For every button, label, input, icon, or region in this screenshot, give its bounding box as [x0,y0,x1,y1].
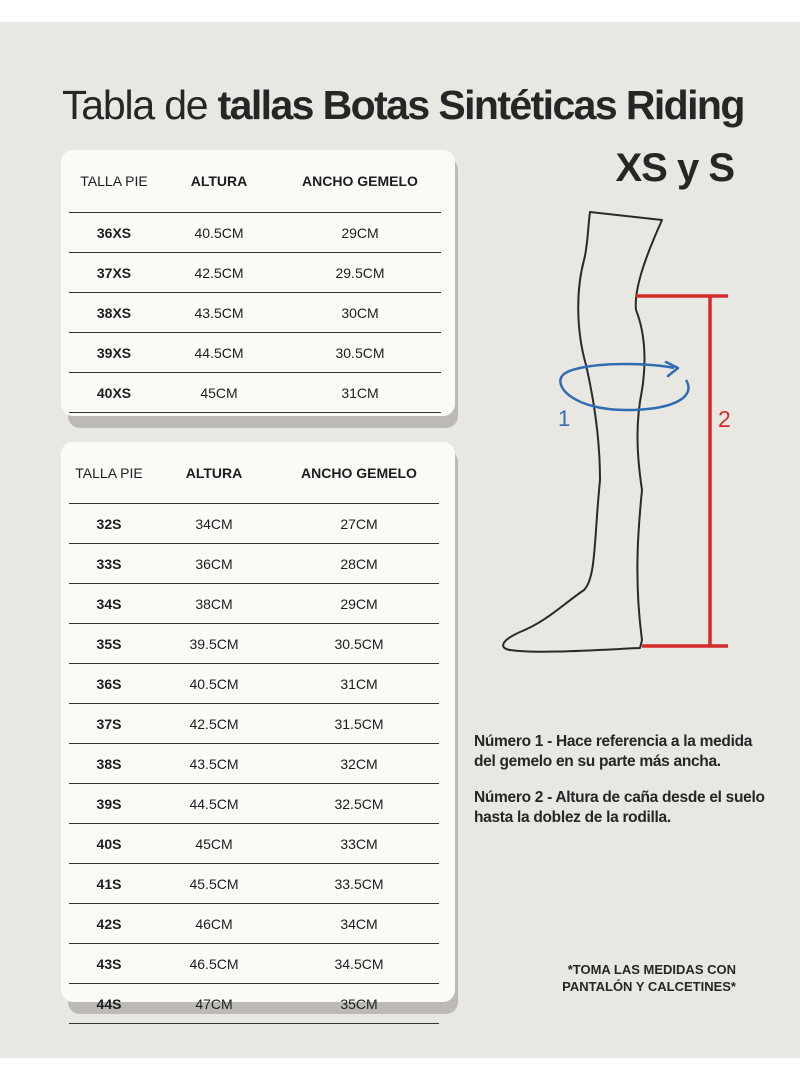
height-cell: 43.5CM [149,744,279,784]
size-cell: 36S [69,664,149,704]
page-subtitle: XS y S [615,146,734,190]
table-row [69,944,439,984]
calf-cell: 29CM [279,213,441,253]
table-row [69,904,439,944]
calf-cell: 32CM [279,744,439,784]
title-bold: tallas Botas Sintéticas Riding [217,82,744,128]
height-cell: 38CM [149,584,279,624]
table-row [69,333,441,373]
header-talla-pie: TALLA PIE [69,442,149,504]
table-row [69,744,439,784]
height-measure-icon [636,296,731,646]
size-cell: 37XS [69,253,159,293]
height-cell: 44.5CM [149,784,279,824]
calf-cell: 30.5CM [279,333,441,373]
size-table-s-card [61,442,455,1012]
table-row [69,784,439,824]
size-cell: 40XS [69,373,159,413]
height-cell: 40.5CM [149,664,279,704]
calf-cell: 30CM [279,293,441,333]
size-table-s [69,442,439,1024]
size-table-xs-card [61,150,455,416]
height-cell: 42.5CM [159,253,279,293]
calf-ellipse-back [562,364,674,376]
table-row [69,213,441,253]
height-cell: 44.5CM [159,333,279,373]
height-cell: 36CM [149,544,279,584]
height-cell: 45.5CM [149,864,279,904]
calf-cell: 29.5CM [279,253,441,293]
calf-cell: 31CM [279,373,441,413]
table-row [69,293,441,333]
note-height: Número 2 - Altura de caña desde el suelo hasta la doblez de la rodilla. [474,789,765,827]
size-cell: 43S [69,944,149,984]
table-header-row [69,150,441,213]
calf-cell: 28CM [279,544,439,584]
leg-measurement-diagram [496,200,766,670]
height-cell: 43.5CM [159,293,279,333]
table-row [69,704,439,744]
calf-circumference-icon [558,362,689,431]
height-cell: 45CM [159,373,279,413]
size-cell: 41S [69,864,149,904]
size-cell: 38XS [69,293,159,333]
size-cell: 40S [69,824,149,864]
height-cell: 34CM [149,504,279,544]
calf-cell: 29CM [279,584,439,624]
calf-cell: 30.5CM [279,624,439,664]
title-light: Tabla de [62,82,208,128]
size-cell: 39S [69,784,149,824]
calf-cell: 31CM [279,664,439,704]
table-row [69,584,439,624]
size-cell: 35S [69,624,149,664]
size-table-xs [69,150,441,413]
size-cell: 34S [69,584,149,624]
calf-cell: 34.5CM [279,944,439,984]
table-header-row [69,442,439,504]
size-cell: 39XS [69,333,159,373]
header-ancho-gemelo: ANCHO GEMELO [279,150,441,213]
size-cell: 42S [69,904,149,944]
calf-cell: 34CM [279,904,439,944]
height-cell: 45CM [149,824,279,864]
height-cell: 46CM [149,904,279,944]
size-cell: 37S [69,704,149,744]
height-cell: 47CM [149,984,279,1024]
header-ancho-gemelo: ANCHO GEMELO [279,442,439,504]
table-row [69,864,439,904]
height-cell: 40.5CM [159,213,279,253]
size-cell: 36XS [69,213,159,253]
table-row [69,664,439,704]
calf-label: 1 [558,406,571,431]
size-cell: 44S [69,984,149,1024]
height-cell: 42.5CM [149,704,279,744]
calf-cell: 33CM [279,824,439,864]
table-row [69,984,439,1024]
calf-ellipse-front [560,376,688,410]
height-cell: 39.5CM [149,624,279,664]
header-altura: ALTURA [149,442,279,504]
calf-cell: 27CM [279,504,439,544]
table-row [69,544,439,584]
calf-cell: 31.5CM [279,704,439,744]
table-row [69,504,439,544]
header-talla-pie: TALLA PIE [69,150,159,213]
leg-outline [503,212,662,652]
calf-cell: 32.5CM [279,784,439,824]
note-calf: Número 1 - Hace referencia a la medida del gemelo en su parte más ancha. [474,733,753,771]
measurement-notes [474,732,774,845]
size-cell: 38S [69,744,149,784]
calf-arrow-head [666,362,678,376]
table-row [69,824,439,864]
calf-cell: 33.5CM [279,864,439,904]
page-title [62,82,744,129]
table-row [69,253,441,293]
header-altura: ALTURA [159,150,279,213]
height-cell: 46.5CM [149,944,279,984]
size-cell: 33S [69,544,149,584]
size-cell: 32S [69,504,149,544]
table-row [69,373,441,413]
calf-cell: 35CM [279,984,439,1024]
table-row [69,624,439,664]
measurement-footnote: *TOMA LAS MEDIDAS CON PANTALÓN Y CALCETINES* [562,962,736,994]
height-label: 2 [718,406,731,432]
